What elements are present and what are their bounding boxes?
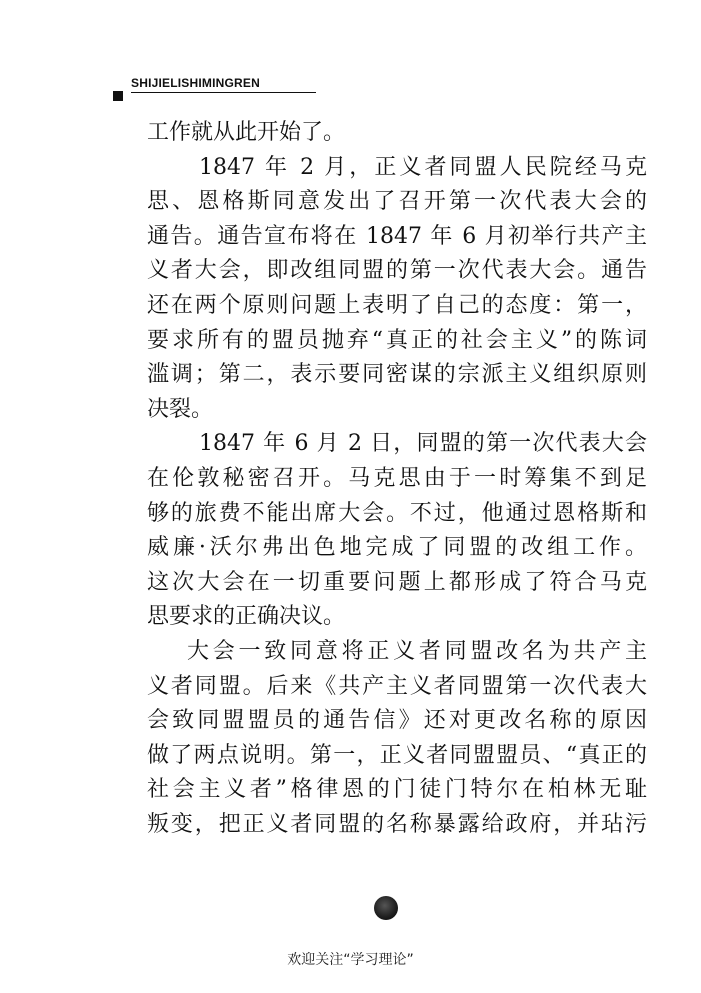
text-line: 义者大会，即改组同盟的第一次代表大会。通告 <box>147 258 647 284</box>
text-line: 在伦敦秘密召开。马克思由于一时筹集不到足 <box>147 465 647 491</box>
text-line: 决裂。 <box>147 396 214 422</box>
footer-note: 欢迎关注“学习理论” <box>287 952 414 968</box>
running-header-title: SHIJIELISHIMINGREN <box>131 76 260 90</box>
text-line: 社会主义者”格律恩的门徒门特尔在柏林无耻 <box>147 777 647 803</box>
text-line: 工作就从此开始了。 <box>147 120 346 145</box>
text-line: 思要求的正确决议。 <box>147 604 346 630</box>
text-line: 大会一致同意将正义者同盟改名为共产主 <box>187 638 647 664</box>
text-line: 通告。通告宣布将在 1847 年 6 月初举行共产主 <box>147 223 647 249</box>
text-line: 这次大会在一切重要问题上都形成了符合马克 <box>147 569 647 595</box>
header-square-marker <box>113 91 123 101</box>
text-line: 1847 年 6 月 2 日，同盟的第一次代表大会 <box>199 431 647 457</box>
text-line: 1847 年 2 月，正义者同盟人民院经马克 <box>199 154 647 180</box>
running-header <box>131 76 321 93</box>
text-line: 要求所有的盟员抛弃“真正的社会主义”的陈词 <box>147 327 647 353</box>
text-line: 做了两点说明。第一，正义者同盟盟员、“真正的 <box>147 742 647 768</box>
text-line: 还在两个原则问题上表明了自己的态度：第一， <box>147 292 647 318</box>
page-ornament-icon <box>374 896 398 920</box>
body-text <box>147 116 647 842</box>
text-line: 够的旅费不能出席大会。不过，他通过恩格斯和 <box>147 500 647 526</box>
text-line: 威廉·沃尔弗出色地完成了同盟的改组工作。 <box>147 535 647 561</box>
text-line: 滥调；第二，表示要同密谋的宗派主义组织原则 <box>147 362 647 388</box>
header-rule <box>131 92 316 93</box>
text-line: 叛变，把正义者同盟的名称暴露给政府，并玷污 <box>147 811 647 837</box>
text-line: 义者同盟。后来《共产主义者同盟第一次代表大 <box>147 673 647 699</box>
text-line: 会致同盟盟员的通告信》还对更改名称的原因 <box>147 708 647 734</box>
text-line: 思、恩格斯同意发出了召开第一次代表大会的 <box>147 189 647 215</box>
